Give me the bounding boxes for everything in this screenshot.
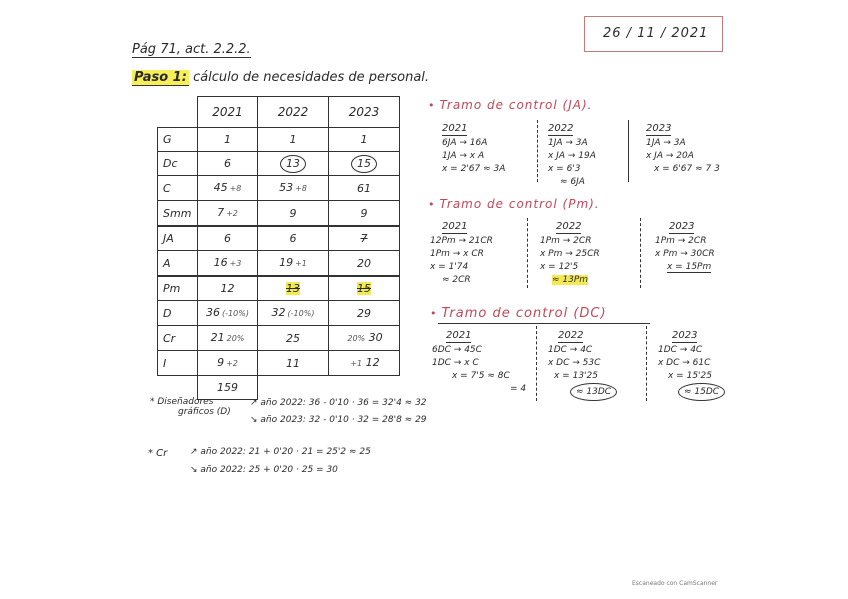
divider [527,218,528,288]
ja-col-2021: 2021 6JA → 16A 1JA → x A x = 2'67 ≈ 3A [442,123,506,174]
total-2021: 159 [198,376,258,400]
table-row: G 1 1 1 [158,128,400,152]
table-row: C 45 +8 53 +8 61 [158,176,400,201]
scanner-watermark: Escaneado con CamScanner [632,580,718,587]
divider [536,326,537,401]
divider [537,120,538,182]
cr-label: * Cr [148,448,168,459]
pm-col-2021: 2021 12Pm → 21CR 1Pm → x CR x = 1'74 ≈ 2CR [430,221,493,285]
dc-col-2023: 2023 1DC → 4C x DC → 61C x = 15'25 ≈ 15DC [658,329,725,401]
dc-col-2021: 2021 6DC → 45C 1DC → x C x = 7'5 ≈ 8C = 4 [432,330,527,394]
table-row: Dc 6 13 15 [158,152,400,176]
divider [438,323,650,324]
table-row: I 9 +2 11 +1 12 [158,351,400,376]
divider [640,218,641,288]
dc-col-2022: 2022 1DC → 4C x DC → 53C x = 13'25 ≈ 13DC [548,329,617,401]
staff-table [157,96,400,400]
table-row: JA 6 6 7 [158,226,400,251]
table-row: Cr 21 20% 25 20% 30 [158,326,400,351]
year-header-2022: 2022 [258,97,329,128]
table-row: D 36 (-10%) 32 (-10%) 29 [158,301,400,326]
pm-col-2022: 2022 1Pm → 2CR x Pm → 25CR x = 12'5 ≈ 13Pm [540,221,600,285]
circled-value: 15 [351,155,377,173]
pm-section-title: • Tramo de control (Pm). [428,197,600,211]
table-row: Pm 12 13 15 [158,276,400,301]
divider [628,120,629,182]
circled-value: 13 [280,155,306,173]
dc-section-title: • Tramo de control (DC) [430,306,607,321]
ja-col-2022: 2022 1JA → 3A x JA → 19A x = 6'3 ≈ 6JA [548,123,596,187]
page-reference: Pág 71, act. 2.2.2. [132,42,251,57]
date-text: 26 / 11 / 2021 [603,26,709,41]
pm-col-2023: 2023 1Pm → 2CR x Pm → 30CR x = 15Pm [655,221,715,272]
divider [646,326,647,401]
step-description: cálculo de necesidades de personal. [193,70,430,85]
ja-col-2023: 2023 1JA → 3A x JA → 20A x = 6'67 ≈ 7 3 [646,123,720,174]
cr-calc: ↗ año 2022: 21 + 0'20 · 21 = 25'2 ≈ 25 ↘ año 2022: 25 + 0'20 · 25 = 30 [190,447,371,475]
designers-label: * Diseñadores gráficos (D) [150,397,231,417]
step-label: Paso 1: [134,70,187,85]
date-box [584,16,723,52]
table-row: A 16 +3 19 +1 20 [158,251,400,277]
year-header-2023: 2023 [329,97,400,128]
table-row: Smm 7 +2 9 9 [158,201,400,227]
year-header-2021: 2021 [198,97,258,128]
step-heading [132,70,429,85]
ja-section-title: • Tramo de control (JA). [428,98,593,112]
designers-calc: ↗ año 2022: 36 - 0'10 · 36 = 32'4 ≈ 32 ↘ año 2023: 32 - 0'10 · 32 = 28'8 ≈ 29 [250,398,427,425]
